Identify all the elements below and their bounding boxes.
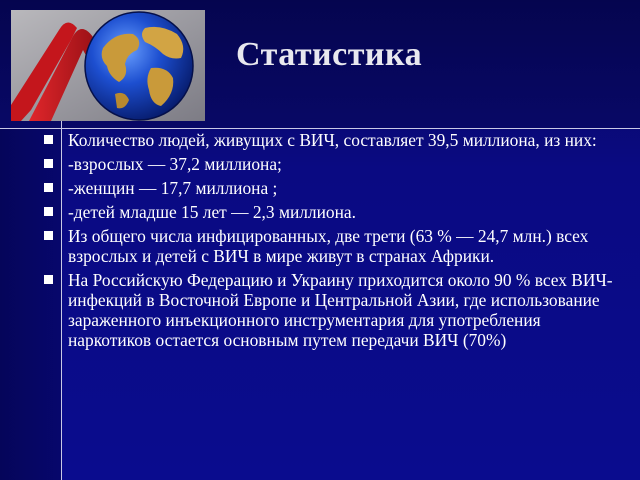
list-item-text: Количество людей, живущих с ВИЧ, составляет 39,5 миллиона, из них: — [68, 130, 597, 150]
square-bullet-icon — [44, 159, 53, 168]
list-item-text: -взрослых — 37,2 миллиона; — [68, 154, 282, 174]
globe-with-red-ribbon-icon — [11, 10, 205, 121]
list-item-text: -детей младше 15 лет — 2,3 миллиона. — [68, 202, 356, 222]
horizontal-divider — [0, 128, 640, 129]
square-bullet-icon — [44, 207, 53, 216]
list-item-text: Из общего числа инфицированных, две трети (63 % — 24,7 млн.) всех взрослых и детей с ВИЧ в мире живут в странах Африки. — [68, 226, 589, 266]
square-bullet-icon — [44, 183, 53, 192]
bullet-list — [44, 130, 624, 354]
list-item — [44, 202, 624, 222]
list-item — [44, 130, 624, 150]
square-bullet-icon — [44, 275, 53, 284]
list-item — [44, 226, 624, 266]
square-bullet-icon — [44, 231, 53, 240]
list-item — [44, 178, 624, 198]
square-bullet-icon — [44, 135, 53, 144]
list-item-text: -женщин — 17,7 миллиона ; — [68, 178, 278, 198]
list-item — [44, 270, 624, 350]
list-item-text: На Российскую Федерацию и Украину приходится около 90 % всех ВИЧ-инфекций в Восточной Европе и Центральной Азии, где использование зараженного инъекционного инструментария для употребления наркотиков остается основным путем передачи ВИЧ (70%) — [68, 270, 613, 350]
list-item — [44, 154, 624, 174]
slide-title: Статистика — [236, 36, 423, 73]
